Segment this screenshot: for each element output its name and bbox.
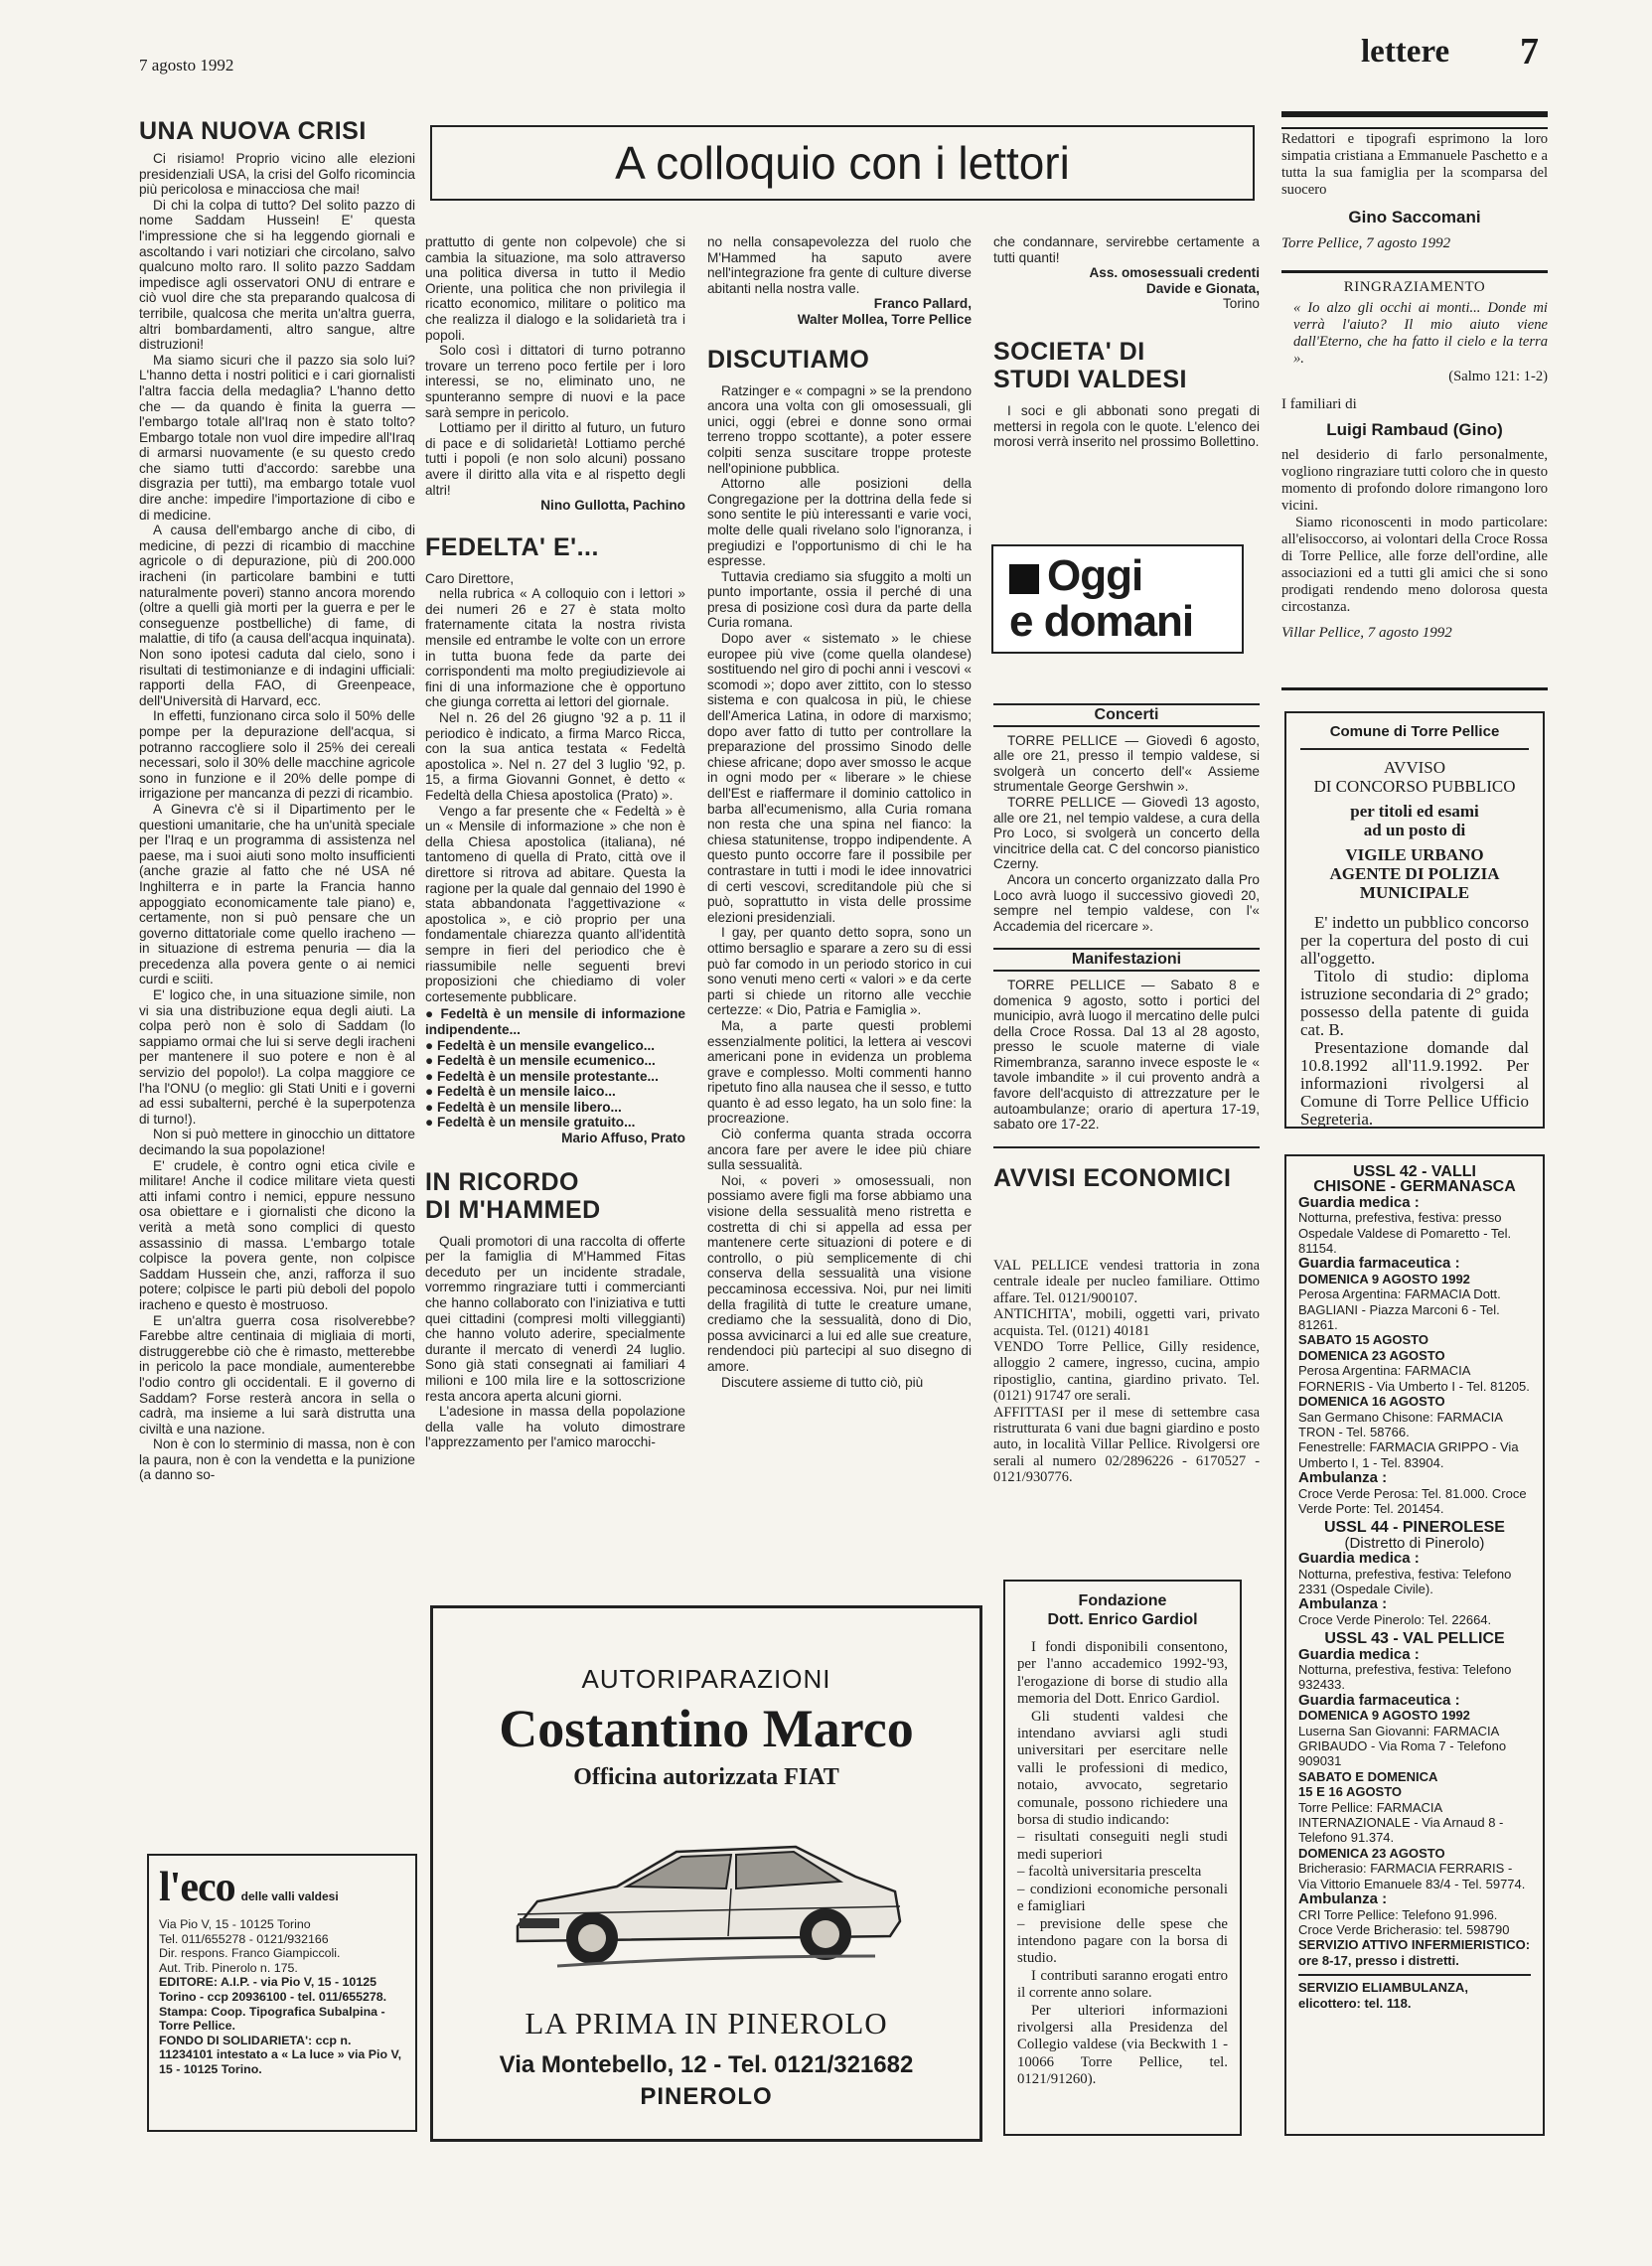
redattori-name: Gino Saccomani <box>1348 208 1481 227</box>
paragraph: E un'altra guerra cosa risolverebbe? Farebbe altre centinaia di migliaia di morti, distruggerebbe ciò che è rimasto, metterebbe in pericolo la pace mondiale, aumenterebbe l'odio contro gli occidentali. E il governo di Saddam? Forse resterà ancora in sella o cadrà, ma insieme a lui sarà distrutta una civiltà e una nazione. <box>139 1312 415 1436</box>
logo-square <box>1009 564 1039 594</box>
article-crisi <box>139 117 415 1816</box>
signature: Mario Affuso, Prato <box>561 1131 685 1146</box>
eco-line: Via Pio V, 15 - 10125 Torino <box>159 1917 311 1931</box>
ussl-text: Notturna, prefestiva, festiva: Telefono 2331 (Ospedale Civile). <box>1298 1566 1512 1596</box>
gardiol-title-2: Dott. Enrico Gardiol <box>1047 1611 1198 1628</box>
redattori-place: Torre Pellice, 7 agosto 1992 <box>1281 235 1451 251</box>
paragraph: Solo così i dittatori di turno potranno trovare un terreno poco fertile per i loro interessi, se no, eliminato uno, ne spunteranno sempre di nuovi e la pace sarà sempre in pericolo. <box>425 343 685 420</box>
divider <box>993 1146 1260 1148</box>
divider <box>1281 270 1548 273</box>
paragraph: Siamo riconoscenti in modo particolare: all'elisoccorso, ai volontari della Croce Rossa di Torre Pellice, alle forze dell'ordine, alle associazioni ed a tutti gli amici che si sono prodigati rendendo meno dolorosa questa circostanza. <box>1281 515 1548 615</box>
ussl-text: Luserna San Giovanni: FARMACIA GRIBAUDO - Via Roma 7 - Telefono 909031 <box>1298 1723 1507 1769</box>
ad-autoriparazioni <box>430 1605 982 2142</box>
ussl-text: Fenestrelle: FARMACIA GRIPPO - Via Umberto I, 1 - Tel. 83904. <box>1298 1439 1519 1470</box>
paragraph: Nel n. 26 del 26 giugno '92 a p. 11 il periodico è indicato, a firma Marco Ricca, con la sua antica testata « Fedeltà apostolica ». Nel n. 27 del 3 luglio '92, p. 15, a firma Giovanni Gonnet, è detto « Fedeltà della Chiesa apostolica (Prato) ». <box>425 710 685 803</box>
paragraph: no nella consapevolezza del ruolo che M'Hammed ha saputo avere nell'integrazione fra gente di culture diverse abitanti nella nostra valle. <box>707 234 972 296</box>
quote: « Io alzo gli occhi ai monti... Donde mi verrà l'aiuto? Il mio aiuto viene dall'Eterno, che ha fatto il cielo e la terra ». <box>1293 300 1548 367</box>
paragraph: Redattori e tipografi esprimono la loro simpatia cristiana a Emmanuele Paschetto e a tutta la sua famiglia per la scomparsa del suocero <box>1281 131 1548 198</box>
eco-line: Tel. 011/655278 - 0121/932166 <box>159 1931 329 1946</box>
column-2 <box>425 234 685 1566</box>
ussl-text: Croce Verde Perosa: Tel. 81.000. Croce Verde Porte: Tel. 201454. <box>1298 1485 1527 1516</box>
page-number: 7 <box>1520 31 1539 73</box>
eco-masthead-box <box>147 1854 417 2132</box>
paragraph: Caro Direttore, <box>425 570 515 586</box>
paragraph: Vengo a far presente che « Fedeltà » è un « Mensile di informazione » che non è della Chiesa apostolica (italiana), né tantomeno di quella di Prato, città ove il direttore si ritrova ad abitare. Questa la ragione per la quale dal gennaio del 1990 è stata abbandonata l'aggettivazione « apostolica », e ciò proprio per una fondamentale chiarezza quanto all'identità sempre in fieri del periodico che è riassumibile nelle seguenti brevi proposizioni che chiediamo di voler cortesemente pubblicare. <box>425 803 685 1004</box>
guardia-medica-heading: Guardia medica : <box>1298 1550 1420 1568</box>
studi-title-2: STUDI VALDESI <box>993 365 1187 393</box>
ussl-text: Torre Pellice: FARMACIA INTERNAZIONALE - Via Arnaud 8 - Telefono 91.374. <box>1298 1799 1504 1846</box>
paragraph: TORRE PELLICE — Giovedì 6 agosto, alle ore 21, presso il tempio valdese, si svolgerà un concerto dell'« Assieme strumentale George Gershwin ». <box>993 732 1260 795</box>
ussl-text: CRI Torre Pellice: Telefono 91.996. Croce Verde Bricherasio: tel. 598790 <box>1298 1906 1510 1937</box>
paragraph: Ratzinger e « compagni » se la prendono ancora una volta con gli omosessuali, gli unici, oggi (ebrei e donne sono ormai terreno troppo scottante), a poter essere colpiti senza suscitare troppe proteste nell'opinione pubblica. <box>707 382 972 476</box>
eco-line: FONDO DI SOLIDARIETA': ccp n. 11234101 intestato a « La luce » via Pio V, 15 - 10125 Torino. <box>159 2033 402 2076</box>
guardia-farmaceutica-heading: Guardia farmaceutica : <box>1298 1255 1460 1273</box>
list-item: ● Fedeltà è un mensile protestante... <box>425 1068 659 1084</box>
ussl-text: Notturna, prefestiva, festiva: presso Ospedale Valdese di Pomaretto - Tel. 81154. <box>1298 1210 1512 1257</box>
ricordo-title-1: IN RICORDO <box>425 1167 579 1196</box>
paragraph: Gli studenti valdesi che intendano avviarsi agli studi universitari per esercitare nelle valli le professioni di medico, notaio, avvocato, segretario comunale, possono richiedere una borsa di studio indicando: <box>1017 1708 1228 1829</box>
classified-ad: VAL PELLICE vendesi trattoria in zona centrale ideale per nucleo familiare. Ottimo affare. Tel. 0121/900107. <box>993 1258 1260 1306</box>
paragraph: I contributi saranno erogati entro il corrente anno solare. <box>1017 1967 1228 2002</box>
paragraph: Ma siamo sicuri che il pazzo sia solo lui? L'hanno detta i nostri politici e i cari giornalisti l'altra faccia della medaglia? L'hanno detto che — da quando è finita la guerra — l'embargo totale all'Iraq non è stato tolto? Embargo totale non vuol dire impedire all'Iraq di armarsi nuovamente (e su questo credo che siamo tutti d'accordo: sarebbe una disgrazia per tutti), ma embargo totale vuol dire anche: impedire l'importazione di cibo e di medicine. <box>139 352 415 523</box>
fedelta-title: FEDELTA' E'... <box>425 532 599 561</box>
ad-line-3: Officina autorizzata FIAT <box>573 1764 839 1790</box>
ad-name: Costantino Marco <box>499 1699 914 1758</box>
paragraph: Noi, « poveri » omosessuali, non possiamo avere figli ma forse abbiamo una visione della sessualità meno ristretta e costretta di chi si appella ad essa per mantenere certe situazioni di potere e di controllo, o più semplicemente di chi conserva della sessualità una visione peccaminosa eccessiva. Noi, pur nei limiti della fragilità di tutte le creature umane, crediamo che la sessualità, dono di Dio, possa avvicinarci a lui ed alle sue creature, rendendoci più partecipi al suo disegno di amore. <box>707 1172 972 1374</box>
paragraph: che condannare, servirebbe certamente a tutti quanti! <box>993 234 1260 265</box>
date-heading: 15 E 16 AGOSTO <box>1298 1784 1403 1800</box>
comune-line: DI CONCORSO PUBBLICO <box>1313 777 1516 796</box>
paragraph: TORRE PELLICE — Giovedì 13 agosto, alle ore 21, nel tempio valdese, a cura della Pro Loco, si svolgerà un concerto della vincitrice della cat. C del concorso pianistico Czerny. <box>993 794 1260 872</box>
paragraph: Lottiamo per il diritto al futuro, un futuro di pace e di solidarietà! Lottiamo perché tutti i popoli (e non solo alcuni) possano avere il diritto alla vita e al rispetto degli altri! <box>425 420 685 498</box>
comune-title: Comune di Torre Pellice <box>1300 723 1529 750</box>
ad-city: PINEROLO <box>640 2083 773 2110</box>
paragraph: I soci e gli abbonati sono pregati di mettersi in regola con le quote. L'elenco dei morosi verrà inserito nel prossimo Bollettino. <box>993 402 1260 450</box>
logo-line-2: e domani <box>1009 597 1194 646</box>
date-heading: DOMENICA 16 AGOSTO <box>1298 1394 1445 1410</box>
studi-title-1: SOCIETA' DI <box>993 337 1145 366</box>
paragraph: Tuttavia crediamo sia sfuggito a molti un punto importante, ossia il perché di una presa di posizione così dura da parte della Curia romana. <box>707 568 972 631</box>
fedelta-bullets <box>425 1006 685 1131</box>
divider <box>1281 127 1548 129</box>
paragraph: Ciò conferma quanta strada occorra ancora fare per avere le idee più chiare sulla sessualità. <box>707 1127 972 1173</box>
list-item: – risultati conseguiti negli studi medi superiori <box>1017 1829 1228 1863</box>
paragraph: TORRE PELLICE — Sabato 8 e domenica 9 agosto, sotto i portici del municipio, avrà luogo il mercatino delle pulci della Croce Rossa. Dal 13 al 28 agosto, presso le scuole materne di viale Rimembranza, saranno invece esposte le « tavole imbandite » il cui provento andrà a favore dell'acquisto di attrezzature per le autoambulanze; orario di apertura 17-19, sabato ore 17-22. <box>993 977 1260 1133</box>
guardia-farmaceutica-heading: Guardia farmaceutica : <box>1298 1691 1460 1709</box>
ussl-44-subtitle: (Distretto di Pinerolo) <box>1344 1534 1485 1552</box>
redattori-notice <box>1281 131 1548 252</box>
paragraph: Ci risiamo! Proprio vicino alle elezioni presidenziali USA, la crisi del Golfo ricomincia più pericolosa e minacciosa che mai! <box>139 151 415 198</box>
ussl-42-subtitle: CHISONE - GERMANASCA <box>1313 1178 1516 1196</box>
paragraph: L'adesione in massa della popolazione della valle ha voluto dimostrare l'apprezzamento per l'amico marocchi- <box>425 1404 685 1450</box>
eco-logo-subtitle: delle valli valdesi <box>240 1889 339 1903</box>
ussl-44-title: USSL 44 - PINEROLESE <box>1324 1519 1505 1537</box>
signature: Nino Gullotta, Pachino <box>540 498 685 514</box>
header-rule <box>1281 111 1548 117</box>
ussl-text: Notturna, prefestiva, festiva: Telefono 932433. <box>1298 1662 1512 1693</box>
paragraph: Per ulteriori informazioni rivolgersi alla Presidenza del Collegio valdese (via Beckwith 1 - 10066 Torre Pellice, tel. 0121/91260). <box>1017 2002 1228 2088</box>
deceased-name: Luigi Rambaud (Gino) <box>1326 420 1503 439</box>
list-item: ● Fedeltà è un mensile di informazione indipendente... <box>425 1006 685 1037</box>
ad-address: Via Montebello, 12 - Tel. 0121/321682 <box>499 2051 914 2078</box>
ussl-42-title: USSL 42 - VALLI <box>1353 1163 1476 1180</box>
eco-logo <box>159 1864 405 1911</box>
paragraph: E' logico che, in una situazione simile, non vi sia una distribuzione equa degli aiuti. La colpa però non è solo di Saddam (lo sappiamo ormai che lui si serve degli iracheni per mantenere il suo potere e non è al servizio del popolo!). La colpa maggiore ce l'ha l'ONU (o meglio: gli Stati Uniti e i governi ad essi subalterni, perché è la superpotenza di turno!). <box>139 987 415 1127</box>
avvisi-title: AVVISI ECONOMICI <box>993 1163 1232 1192</box>
list-item: – previsione delle spese che intendono pagare con la borsa di studio. <box>1017 1915 1228 1967</box>
ussl-text: Bricherasio: FARMACIA FERRARIS - Via Vittorio Emanuele 83/4 - Tel. 59774. <box>1298 1861 1526 1891</box>
signature: Torino <box>1222 296 1260 312</box>
ussl-text: San Germano Chisone: FARMACIA TRON - Tel. 58766. <box>1298 1409 1503 1439</box>
list-item: ● Fedeltà è un mensile gratuito... <box>425 1115 636 1131</box>
classified-ad: AFFITTASI per il mese di settembre casa ristrutturata 6 vani due bagni giardino e posto auto, in località Villar Pellice. Rivolgersi ore serali al numero 02/2896226 - 6170527 - 0121/930776. <box>993 1404 1260 1486</box>
comune-line: per titoli ed esami <box>1350 802 1479 821</box>
gardiol-body <box>1017 1639 1228 2089</box>
intro: I familiari di <box>1281 396 1357 412</box>
paragraph: Non è con lo sterminio di massa, non è con la paura, non è con la vendetta e la punizione (a danno so- <box>139 1436 415 1483</box>
avvisi-list <box>993 1258 1260 1556</box>
list-item: – facoltà universitaria prescelta <box>1017 1864 1202 1881</box>
banner-title: A colloquio con i lettori <box>615 137 1070 189</box>
paragraph: Non si può mettere in ginocchio un dittatore decimando la sua popolazione! <box>139 1127 415 1157</box>
oggi-domani-listings <box>993 695 1260 1232</box>
guardia-medica-heading: Guardia medica : <box>1298 1193 1420 1211</box>
paragraph: Dopo aver « sistemato » le chiese europee più vive (come quella olandese) sostituendo nel giro di pochi anni i vescovi « scomodi »; dopo aver zittito, con lo stesso sistema e con qualcosa in più, le chiese dell'America Latina, in odore di marxismo; dopo aver fatto di tutto per controllare la preparazione del prossimo Sinodo delle chiese africane; dopo aver smosso le acque in ogni modo per « liberare » le chiese dell'Est e riaffermare il dominio cattolico in barba all'ecumenismo, alla Curia romana non resta che una spina nel fianco: la chiesa statunitense, troppo indipendente. A questo punto occorre fare il possibile per contrastare in tutti i modi le idee innovatrici di certi vescovi, screditandole più che si può, soprattutto in vista delle prossime elezioni presidenziali. <box>707 631 972 925</box>
ussl-text: SERVIZIO ATTIVO INFERMIERISTICO: ore 8-17, presso i distretti. <box>1298 1937 1531 1968</box>
eco-line: EDITORE: A.I.P. - via Pio V, 15 - 10125 Torino - ccp 20936100 - tel. 011/655278. <box>159 1975 387 2004</box>
list-item: ● Fedeltà è un mensile laico... <box>425 1084 616 1100</box>
paragraph: Quali promotori di una raccolta di offerte per la famiglia di M'Hammed Fitas deceduto per un incidente stradale, vorremmo ringraziare tutti i commercianti che hanno collaborato con l'iniziativa e tutti quei cittadini (compresi molti villeggianti) che hanno voluto aderire, specialmente durante il mercato di venerdì 24 luglio. Sono già stati consegnati ai familiari 4 milioni e 100 mila lire e la sottoscrizione resta ancora aperta alcuni giorni. <box>425 1233 685 1404</box>
banner-box <box>430 125 1255 201</box>
ussl-text: Croce Verde Pinerolo: Tel. 22664. <box>1298 1611 1492 1627</box>
paragraph: Ma, a parte questi problemi essenzialmente politici, la lettera ai vescovi americani pone in evidenza un problema grave e complesso. Molti commenti hanno ripetuto fino alla nausea che il sesso, e tutto quanto è ad esso legato, ha un solo fine: la procreazione. <box>707 1017 972 1127</box>
signature: Walter Mollea, Torre Pellice <box>797 311 972 327</box>
paragraph: nel desiderio di farlo personalmente, vogliono ringraziare tutti coloro che in questo momento di profondo dolore rimangono loro vicini. <box>1281 447 1548 514</box>
manifestazioni-heading: Manifestazioni <box>993 948 1260 972</box>
signature: Ass. omosessuali credenti <box>1089 265 1260 281</box>
discutiamo-title: DISCUTIAMO <box>707 345 870 374</box>
date-heading: SABATO E DOMENICA <box>1298 1768 1438 1784</box>
paragraph: A Ginevra c'è si il Dipartimento per le questioni umanitarie, che ha un'unità speciale per l'Iraq e un programma di assistenza nel paese, ma i suoi aiuti sono molto insufficienti (anche grazie al fatto che né USA né Inghilterra e in parte la Francia hanno appoggiato economicamente tale piano) e, certamente, non si può pensare che un governo dittatoriale come quello iracheno — in situazione di estrema penuria — dia la precedenza alla povera gente o ai nemici curdi e sciiti. <box>139 801 415 987</box>
paragraph: A causa dell'embargo anche di cibo, di medicine, di pezzi di ricambio di macchine agricole o di depurazione, più di 200.000 iracheni (in particolare bambini e tutti naturalmente poveri) stanno ancora morendo (oltre a quelli già morti per la guerra e per le conseguenze postbelliche) di fame, di malattie, di tifo (a causa dell'acqua inquinata). Non sono ipotesi caduta dal cielo, sono i risultati di testimonianze e di indagini ufficiali: rapporti della FAO, di Greenpeace, dell'Università di Harvard, ecc. <box>139 523 415 708</box>
paragraph: E' indetto un pubblico concorso per la copertura del posto di cui all'oggetto. <box>1300 913 1529 968</box>
ad-line-4: LA PRIMA IN PINEROLO <box>525 2006 888 2040</box>
quote-ref: (Salmo 121: 1-2) <box>1448 369 1548 384</box>
ricordo-title-2: DI M'HAMMED <box>425 1195 601 1224</box>
classified-ad: VENDO Torre Pellice, Gilly residence, alloggio 2 camere, ingresso, cucina, ampio ripostiglio, cantina, giardino privato. Tel. (0121) 91747 ore serali. <box>993 1339 1260 1405</box>
ambulanza-heading: Ambulanza : <box>1298 1469 1388 1487</box>
comune-body <box>1300 914 1529 1129</box>
eco-logo-text: l'eco <box>159 1865 235 1910</box>
eco-line: Stampa: Coop. Tipografica Subalpina - Torre Pellice. <box>159 2004 385 2034</box>
paragraph: Di chi la colpa di tutto? Del solito pazzo di nome Saddam Hussein! E' questa l'impressione che si ha leggendo giornali e ascoltando i vari notiziari che circolano, salvo qualcuno molto raro. Il solito pazzo Saddam impedisce agli osservatori ONU di entrare e ciò vuol dire che sta preparando qualcosa di terribile, qualcosa che merita un'altra guerra, altri bombardamenti, altro sangue, altre distruzioni! <box>139 197 415 353</box>
eco-line: Dir. respons. Franco Giampiccoli. <box>159 1946 341 1961</box>
comune-concorso-box <box>1284 711 1545 1129</box>
ringraziamento-title: RINGRAZIAMENTO <box>1343 279 1486 295</box>
eliambulanza: SERVIZIO ELIAMBULANZA, elicottero: tel. 118. <box>1298 1974 1531 2011</box>
ussl-content <box>1298 1164 1531 2011</box>
date-heading: DOMENICA 23 AGOSTO <box>1298 1347 1445 1363</box>
ussl-text: Perosa Argentina: FARMACIA Dott. BAGLIANI - Piazza Marconi 6 - Tel. 81261. <box>1298 1286 1501 1333</box>
section-title: lettere <box>1361 34 1450 70</box>
ussl-43-title: USSL 43 - VAL PELLICE <box>1324 1630 1505 1648</box>
eco-line: Aut. Trib. Pinerolo n. 175. <box>159 1960 298 1975</box>
date-heading: DOMENICA 9 AGOSTO 1992 <box>1298 1271 1470 1286</box>
divider <box>1281 687 1548 690</box>
paragraph: Presentazione domande dal 10.8.1992 all'11.9.1992. Per informazioni rivolgersi al Comune di Torre Pellice Ufficio Segreteria. <box>1300 1038 1529 1129</box>
paragraph: I fondi disponibili consentono, per l'anno accademico 1992-'93, l'erogazione di borse di studio alla memoria del Dott. Enrico Gardiol. <box>1017 1639 1228 1708</box>
eco-details <box>159 1917 405 2077</box>
crisi-title: UNA NUOVA CRISI <box>139 117 367 145</box>
gardiol-title-1: Fondazione <box>1078 1592 1167 1609</box>
ambulanza-heading: Ambulanza : <box>1298 1890 1388 1908</box>
paragraph: nella rubrica « A colloquio con i lettori » dei numeri 26 e 27 è stata molto fraternamente citata la nostra rivista mensile ed entrambe le volte con un errore in tutta buona fede da parte dei corrispondenti ma molto pregiudizievole ai fini di una informazione che è opportuno che giunga corretta ai lettori del giornale. <box>425 586 685 710</box>
column-3 <box>707 234 972 1566</box>
ringraziamento-notice <box>1281 278 1548 642</box>
concerti-heading: Concerti <box>993 703 1260 727</box>
paragraph: prattutto di gente non colpevole) che si cambia la situazione, ma solo attraverso una politica diversa in tutto il Medio Oriente, una politica che non privilegia il ricatto economico, militare o politico ma che realizza il dialogo e la solidarietà tra i popoli. <box>425 234 685 343</box>
oggi-domani-logo <box>991 544 1244 654</box>
car-illustration <box>433 1807 979 1986</box>
paragraph: E' crudele, è contro ogni etica civile e militare! Anche il codice militare vieta questi atti infami contro i nemici, eppure nessuno osa obiettare e i giornalisti che dicono la verità a metà sono complici di questo assassinio di massa. L'embargo totale colpisce la povera gente, non colpisce Saddam Hussein che, anzi, rafforza il suo potere; colpisce le parti più deboli del popolo iracheno e questo è mostruoso. <box>139 1157 415 1312</box>
comune-line: AVVISO <box>1383 758 1446 777</box>
paragraph: Ancora un concerto organizzato dalla Pro Loco avrà luogo il successivo giovedì 20, sempre nel tempio valdese, con l'« Accademia del ricercare ». <box>993 871 1260 934</box>
comune-line: VIGILE URBANO <box>1345 845 1484 864</box>
list-item: ● Fedeltà è un mensile evangelico... <box>425 1037 656 1053</box>
comune-line: MUNICIPALE <box>1359 883 1470 902</box>
comune-line: ad un posto di <box>1363 821 1466 839</box>
place-date: Villar Pellice, 7 agosto 1992 <box>1281 625 1452 641</box>
issue-date: 7 agosto 1992 <box>139 56 234 75</box>
ad-line-1: AUTORIPARAZIONI <box>581 1664 831 1694</box>
gardiol-foundation-box <box>1003 1580 1242 2136</box>
date-heading: DOMENICA 9 AGOSTO 1992 <box>1298 1708 1470 1724</box>
list-item: ● Fedeltà è un mensile libero... <box>425 1099 622 1115</box>
ambulanza-heading: Ambulanza : <box>1298 1595 1388 1613</box>
ussl-services-box <box>1284 1154 1545 2136</box>
classified-ad: ANTICHITA', mobili, oggetti vari, privato acquista. Tel. (0121) 40181 <box>993 1306 1260 1339</box>
car-icon <box>498 1807 915 1986</box>
list-item: – condizioni economiche personali e famigliari <box>1017 1881 1228 1915</box>
ussl-text: Perosa Argentina: FARMACIA FORNERIS - Via Umberto I - Tel. 81205. <box>1298 1363 1530 1394</box>
paragraph: Discutere assieme di tutto ciò, più <box>721 1374 924 1390</box>
paragraph: I gay, per quanto detto sopra, sono un ottimo bersaglio e sparare a zero su di essi può far comodo in un periodo storico in cui sono venuti meno certi « valori » e da certe parti si chiede un ritorno alle vecchie certezze: « Dio, Patria e Famiglia ». <box>707 925 972 1018</box>
logo-text <box>1009 551 1194 646</box>
paragraph: In effetti, funzionano circa solo il 50% delle pompe per la depurazione dell'acqua, si potranno raccogliere solo il 25% dei cereali necessari, solo il 30% delle macchine agricole sono in funzione e il 20% delle pompe di irrigazione per mancanza di pezzi di ricambio. <box>139 708 415 802</box>
logo-line-1: Oggi <box>1047 551 1143 600</box>
signature: Davide e Gionata, <box>1145 280 1260 296</box>
guardia-medica-heading: Guardia medica : <box>1298 1645 1420 1663</box>
paragraph: Titolo di studio: diploma istruzione secondaria di 2° grado; possesso della patente di guida cat. B. <box>1300 967 1529 1039</box>
paragraph: Attorno alle posizioni della Congregazione per la dottrina della fede si sono sentite le più interessanti e varie voci, molte delle quali rivelano solo l'ignoranza, i pregiudizi e l'opportunismo di chi le ha espresse. <box>707 476 972 569</box>
signature: Franco Pallard, <box>873 296 972 312</box>
column-4-top <box>993 234 1260 532</box>
list-item: ● Fedeltà è un mensile ecumenico... <box>425 1053 656 1069</box>
date-heading: SABATO 15 AGOSTO <box>1298 1332 1428 1348</box>
comune-line: AGENTE DI POLIZIA <box>1329 864 1500 883</box>
date-heading: DOMENICA 23 AGOSTO <box>1298 1845 1445 1861</box>
